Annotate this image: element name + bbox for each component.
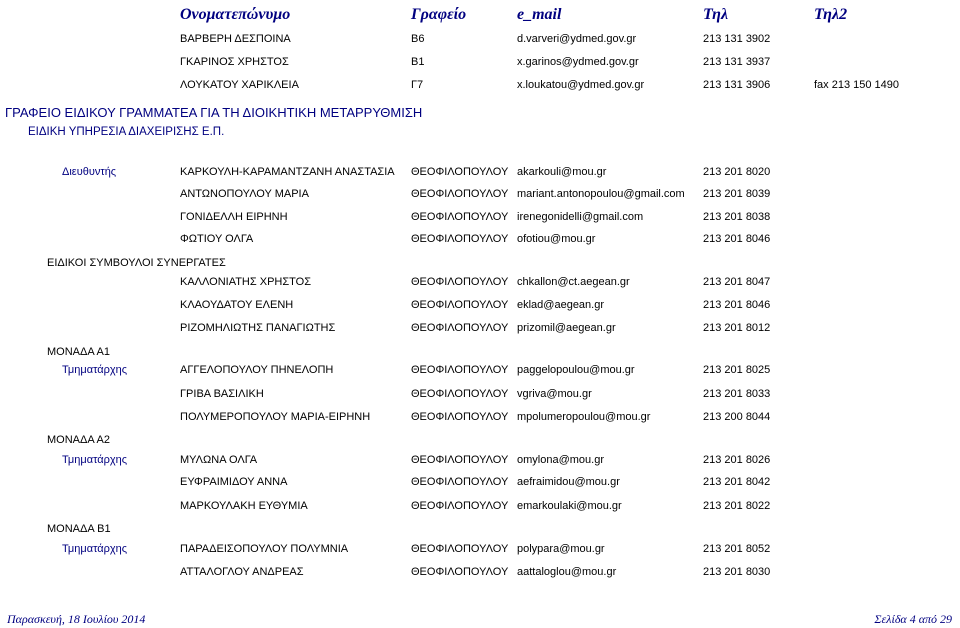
tel-cell: 213 201 8046: [703, 233, 771, 245]
tel2-cell: fax 213 150 1490: [814, 79, 900, 91]
email-cell: mpolumeropoulou@mou.gr: [517, 411, 651, 423]
name-cell: ΦΩΤΙΟΥ ΟΛΓΑ: [180, 233, 254, 245]
email-cell: polypara@mou.gr: [517, 543, 605, 555]
name-cell: ΕΥΦΡΑΙΜΙΔΟΥ ΑΝΝΑ: [180, 476, 288, 488]
email-cell: irenegonidelli@gmail.com: [517, 211, 644, 223]
tel-cell: 213 201 8039: [703, 188, 771, 200]
tel-cell: 213 201 8030: [703, 566, 771, 578]
tel-cell: 213 201 8026: [703, 454, 771, 466]
tel-cell: 213 201 8022: [703, 500, 771, 512]
email-cell: mariant.antonopoulou@gmail.com: [517, 188, 685, 200]
email-cell: vgriva@mou.gr: [517, 388, 592, 400]
section-title: ΓΡΑΦΕΙΟ ΕΙΔΙΚΟΥ ΓΡΑΜΜΑΤΕΑ ΓΙΑ ΤΗ ΔΙΟΙΚΗΤΙΚΗ ΜΕΤΑΡΡΥΘΜΙΣΗ: [5, 105, 423, 120]
footer-date: Παρασκευή, 18 Ιουλίου 2014: [7, 612, 146, 626]
email-cell: x.loukatou@ydmed.gov.gr: [517, 79, 645, 91]
column-header-email: e_mail: [517, 6, 561, 28]
office-cell: ΘΕΟΦΙΛΟΠΟΥΛΟΥ: [411, 233, 509, 245]
role-label: Τμηματάρχης: [62, 454, 128, 466]
tel-cell: 213 201 8042: [703, 476, 771, 488]
email-cell: aefraimidou@mou.gr: [517, 476, 620, 488]
name-cell: ΑΤΤΑΛΟΓΛΟΥ ΑΝΔΡΕΑΣ: [180, 566, 304, 578]
name-cell: ΛΟΥΚΑΤΟΥ ΧΑΡΙΚΛΕΙΑ: [180, 79, 299, 91]
role-label: Διευθυντής: [62, 166, 117, 178]
tel-cell: 213 201 8033: [703, 388, 771, 400]
office-cell: ΘΕΟΦΙΛΟΠΟΥΛΟΥ: [411, 299, 509, 311]
tel-cell: 213 201 8020: [703, 166, 771, 178]
tel-cell: 213 201 8025: [703, 364, 771, 376]
tel-cell: 213 131 3902: [703, 33, 771, 45]
name-cell: ΜΑΡΚΟΥΛΑΚΗ ΕΥΘΥΜΙΑ: [180, 500, 308, 512]
name-cell: ΚΛΑΟΥΔΑΤΟΥ ΕΛΕΝΗ: [180, 299, 294, 311]
office-cell: ΘΕΟΦΙΛΟΠΟΥΛΟΥ: [411, 543, 509, 555]
column-header-name: Ονοματεπώνυμο: [180, 6, 290, 28]
name-cell: ΜΥΛΩΝΑ ΟΛΓΑ: [180, 454, 258, 466]
group-heading-advisors: ΕΙΔΙΚΟΙ ΣΥΜΒΟΥΛΟΙ ΣΥΝΕΡΓΑΤΕΣ: [47, 257, 226, 269]
email-cell: d.varveri@ydmed.gov.gr: [517, 33, 637, 45]
office-cell: ΘΕΟΦΙΛΟΠΟΥΛΟΥ: [411, 388, 509, 400]
name-cell: ΓΟΝΙΔΕΛΛΗ ΕΙΡΗΝΗ: [180, 211, 288, 223]
office-cell: Β6: [411, 33, 425, 45]
office-cell: ΘΕΟΦΙΛΟΠΟΥΛΟΥ: [411, 566, 509, 578]
email-cell: prizomil@aegean.gr: [517, 322, 616, 334]
name-cell: ΠΑΡΑΔΕΙΣΟΠΟΥΛΟΥ ΠΟΛΥΜΝΙΑ: [180, 543, 349, 555]
group-heading-unit-a1: ΜΟΝΑΔΑ Α1: [47, 346, 110, 358]
office-cell: Γ7: [411, 79, 424, 91]
name-cell: ΒΑΡΒΕΡΗ ΔΕΣΠΟΙΝΑ: [180, 33, 291, 45]
email-cell: aattaloglou@mou.gr: [517, 566, 617, 578]
footer-page-number: Σελίδα 4 από 29: [874, 612, 952, 626]
office-cell: Β1: [411, 56, 425, 68]
tel-cell: 213 201 8012: [703, 322, 771, 334]
name-cell: ΑΝΤΩΝΟΠΟΥΛΟΥ ΜΑΡΙΑ: [180, 188, 309, 200]
office-cell: ΘΕΟΦΙΛΟΠΟΥΛΟΥ: [411, 276, 509, 288]
tel-cell: 213 131 3937: [703, 56, 771, 68]
office-cell: ΘΕΟΦΙΛΟΠΟΥΛΟΥ: [411, 476, 509, 488]
email-cell: emarkoulaki@mou.gr: [517, 500, 622, 512]
column-header-tel: Τηλ: [703, 6, 728, 28]
name-cell: ΠΟΛΥΜΕΡΟΠΟΥΛΟΥ ΜΑΡΙΑ-ΕΙΡΗΝΗ: [180, 411, 371, 423]
tel-cell: 213 201 8047: [703, 276, 771, 288]
office-cell: ΘΕΟΦΙΛΟΠΟΥΛΟΥ: [411, 166, 509, 178]
group-heading-unit-b1: ΜΟΝΑΔΑ Β1: [47, 523, 111, 535]
email-cell: chkallon@ct.aegean.gr: [517, 276, 630, 288]
office-cell: ΘΕΟΦΙΛΟΠΟΥΛΟΥ: [411, 188, 509, 200]
office-cell: ΘΕΟΦΙΛΟΠΟΥΛΟΥ: [411, 411, 509, 423]
column-header-tel2: Τηλ2: [814, 6, 847, 28]
tel-cell: 213 131 3906: [703, 79, 771, 91]
tel-cell: 213 201 8046: [703, 299, 771, 311]
name-cell: ΚΑΛΛΟΝΙΑΤΗΣ ΧΡΗΣΤΟΣ: [180, 276, 312, 288]
office-cell: ΘΕΟΦΙΛΟΠΟΥΛΟΥ: [411, 211, 509, 223]
name-cell: ΡΙΖΟΜΗΛΙΩΤΗΣ ΠΑΝΑΓΙΩΤΗΣ: [180, 322, 336, 334]
name-cell: ΓΚΑΡΙΝΟΣ ΧΡΗΣΤΟΣ: [180, 56, 289, 68]
group-heading-unit-a2: ΜΟΝΑΔΑ Α2: [47, 434, 110, 446]
email-cell: x.garinos@ydmed.gov.gr: [517, 56, 639, 68]
name-cell: ΚΑΡΚΟΥΛΗ-ΚΑΡΑΜΑΝΤΖΑΝΗ ΑΝΑΣΤΑΣΙΑ: [180, 166, 395, 178]
column-header-office: Γραφείο: [411, 6, 466, 28]
name-cell: ΑΓΓΕΛΟΠΟΥΛΟΥ ΠΗΝΕΛΟΠΗ: [180, 364, 334, 376]
email-cell: omylona@mou.gr: [517, 454, 604, 466]
email-cell: eklad@aegean.gr: [517, 299, 605, 311]
role-label: Τμηματάρχης: [62, 543, 128, 555]
email-cell: paggelopoulou@mou.gr: [517, 364, 635, 376]
office-cell: ΘΕΟΦΙΛΟΠΟΥΛΟΥ: [411, 500, 509, 512]
role-label: Τμηματάρχης: [62, 364, 128, 376]
tel-cell: 213 200 8044: [703, 411, 771, 423]
office-cell: ΘΕΟΦΙΛΟΠΟΥΛΟΥ: [411, 364, 509, 376]
office-cell: ΘΕΟΦΙΛΟΠΟΥΛΟΥ: [411, 322, 509, 334]
office-cell: ΘΕΟΦΙΛΟΠΟΥΛΟΥ: [411, 454, 509, 466]
section-subtitle: ΕΙΔΙΚΗ ΥΠΗΡΕΣΙΑ ΔΙΑΧΕΙΡΙΣΗΣ Ε.Π.: [28, 126, 225, 138]
tel-cell: 213 201 8052: [703, 543, 771, 555]
name-cell: ΓΡΙΒΑ ΒΑΣΙΛΙΚΗ: [180, 388, 264, 400]
tel-cell: 213 201 8038: [703, 211, 771, 223]
email-cell: ofotiou@mou.gr: [517, 233, 596, 245]
email-cell: akarkouli@mou.gr: [517, 166, 607, 178]
